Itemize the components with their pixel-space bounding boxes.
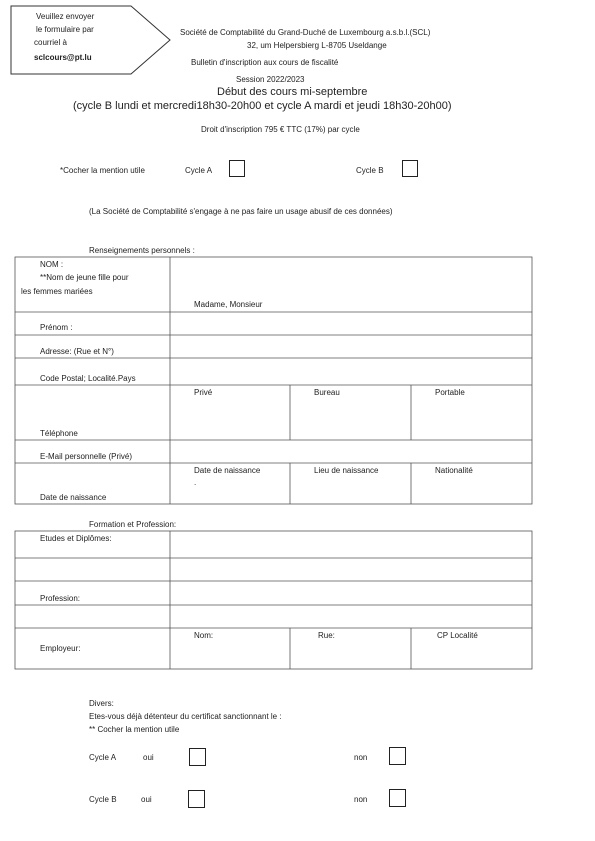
profession-label: Profession: [40,594,81,603]
date-naissance-dot: . [194,478,197,487]
divers-cycle-a-non-checkbox[interactable] [389,747,406,765]
etudes-label: Etudes et Diplômes: [40,534,112,543]
adresse-label: Adresse: (Rue et N°) [40,347,114,356]
personal-heading: Renseignements personnels : [89,246,195,255]
divers-cycle-a-oui-checkbox[interactable] [189,748,206,766]
divers-cycle-b-oui-checkbox[interactable] [188,790,205,808]
bulletin-title: Bulletin d'inscription aux cours de fiscalité [191,58,339,67]
tel-portable-label: Portable [435,388,465,397]
code-postal-label: Code Postal; Localité.Pays [40,374,136,383]
divers-note: ** Cocher la mention utile [89,725,180,734]
cycle-a-label: Cycle A [185,166,213,175]
divers-cycle-a-oui-label: oui [143,753,154,762]
divers-cycle-b-non-label: non [354,795,368,804]
telephone-label: Téléphone [40,429,78,438]
tel-prive-label: Privé [194,388,213,397]
privacy-note: (La Société de Comptabilité s'engage à ne pas faire un usage abusif de ces données) [89,207,393,216]
org-name: Société de Comptabilité du Grand-Duché de Luxembourg a.s.b.l.(SCL) [180,28,431,37]
debut-cours: Début des cours mi-septembre [217,86,368,98]
cycle-b-label: Cycle B [356,166,384,175]
email-label: E-Mail personnelle (Privé) [40,452,133,461]
divers-heading: Divers: [89,699,114,708]
session: Session 2022/2023 [236,75,305,84]
divers-cycle-b-label: Cycle B [89,795,117,804]
jeune-fille-label-2: les femmes mariées [21,287,93,296]
employeur-label: Employeur: [40,644,81,653]
nationalite-label: Nationalité [435,466,473,475]
date-naissance-label: Date de naissance [40,493,107,502]
employeur-rue-label: Rue: [318,631,335,640]
nom-label: NOM : [40,260,64,269]
divers-cycle-b-oui-label: oui [141,795,152,804]
cycle-note: *Cocher la mention utile [60,166,145,175]
employeur-nom-label: Nom: [194,631,214,640]
formation-heading: Formation et Profession: [89,520,177,529]
divers-question: Etes-vous déjà détenteur du certificat sanctionnant le : [89,712,282,721]
lieu-naissance-label: Lieu de naissance [314,466,379,475]
divers-cycle-a-non-label: non [354,753,368,762]
registration-fee: Droit d'inscription 795 € TTC (17%) par cycle [201,125,360,134]
cycles-schedule: (cycle B lundi et mercredi18h30-20h00 et cycle A mardi et jeudi 18h30-20h00) [73,100,452,112]
callout-line2: le formulaire par [36,25,94,34]
employeur-cp-label: CP Localité [437,631,478,640]
callout-line1: Veuillez envoyer [36,12,95,21]
callout-email[interactable]: sclcours@pt.lu [34,53,92,62]
date-naissance-col-label: Date de naissance [194,466,261,475]
prenom-label: Prénom : [40,323,73,332]
tel-bureau-label: Bureau [314,388,340,397]
jeune-fille-label-1: **Nom de jeune fille pour [40,273,129,282]
org-address: 32, um Helpersbierg L-8705 Useldange [247,41,387,50]
divers-cycle-a-label: Cycle A [89,753,117,762]
madame-monsieur-label: Madame, Monsieur [194,300,263,309]
divers-cycle-b-non-checkbox[interactable] [389,789,406,807]
callout-line3: courriel à [34,38,67,47]
